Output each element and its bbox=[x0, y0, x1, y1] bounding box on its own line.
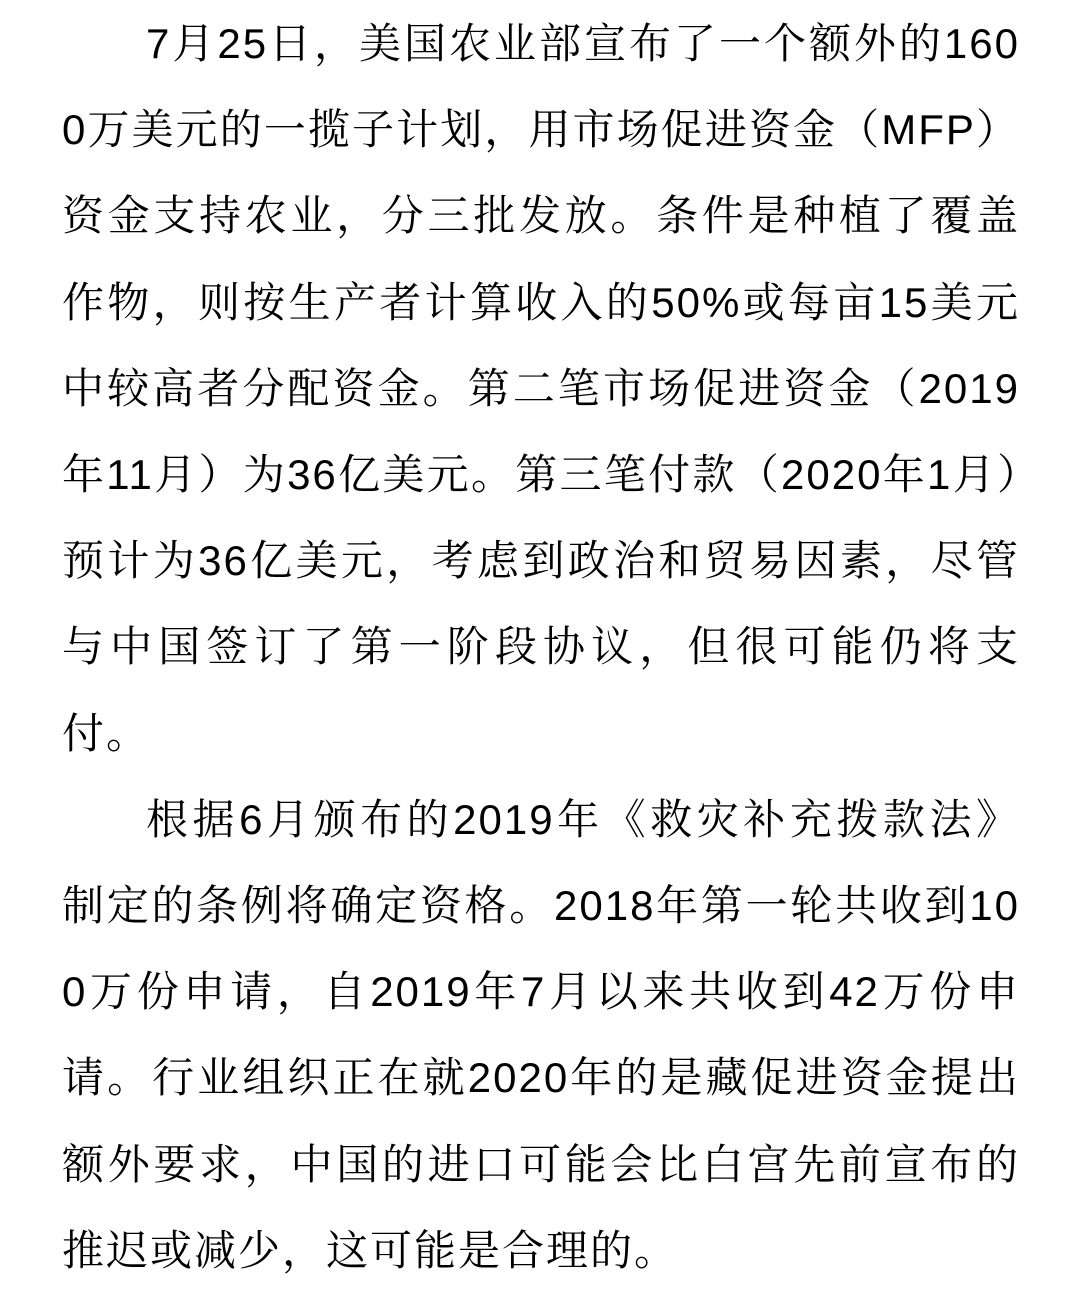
paragraph-1: 7月25日，美国农业部宣布了一个额外的1600万美元的一揽子计划，用市场促进资金（MFP）资金支持农业，分三批发放。条件是种植了覆盖作物，则按生产者计算收入的50%或每亩15美元中较高者分配资金。第二笔市场促进资金（2019年11月）为36亿美元。第三笔付款（2020年1月）预计为36亿美元，考虑到政治和贸易因素，尽管与中国签订了第一阶段协议，但很可能仍将支付。 bbox=[62, 20, 1020, 757]
paragraph-2: 根据6月颁布的2019年《救灾补充拨款法》制定的条例将确定资格。2018年第一轮共收到100万份申请，自2019年7月以来共收到42万份申请。行业组织正在就2020年的是藏促进资金提出额外要求，中国的进口可能会比白宫先前宣布的推迟或减少，这可能是合理的。 bbox=[62, 795, 1020, 1274]
